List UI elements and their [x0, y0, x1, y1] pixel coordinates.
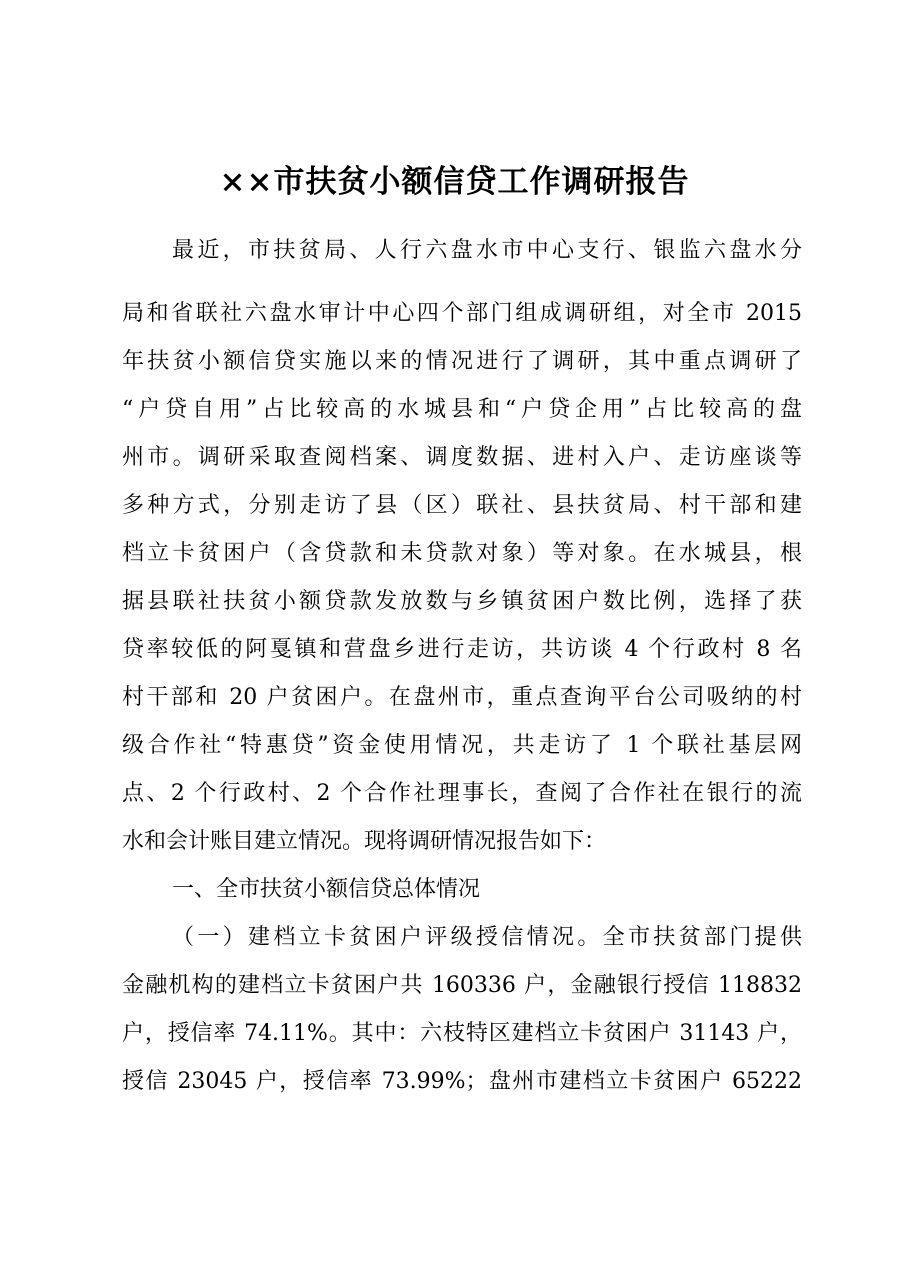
paragraph-line: 据县联社扶贫小额贷款发放数与乡镇贫困户数比例，选择了获 [122, 589, 802, 614]
paragraph-line: 州市。调研采取查阅档案、调度数据、进村入户、走访座谈等 [122, 445, 802, 470]
paragraph-line: 户，授信率 74.11%。其中：六枝特区建档立卡贫困户 31143 户， [122, 1021, 802, 1046]
paragraph-line: 档立卡贫困户（含贷款和未贷款对象）等对象。在水城县，根 [122, 541, 802, 566]
paragraph-line: 点、2 个行政村、2 个合作社理事长，查阅了合作社在银行的流 [122, 781, 802, 806]
paragraph-line: 村干部和 20 户贫困户。在盘州市，重点查询平台公司吸纳的村 [122, 685, 802, 710]
paragraph-line: 多种方式，分别走访了县（区）联社、县扶贫局、村干部和建 [122, 493, 802, 518]
section-heading: 一、全市扶贫小额信贷总体情况 [172, 877, 481, 902]
paragraph-line: 水和会计账目建立情况。现将调研情况报告如下： [122, 829, 607, 854]
paragraph-line: 局和省联社六盘水审计中心四个部门组成调研组，对全市 2015 [122, 301, 802, 326]
paragraph-line: 年扶贫小额信贷实施以来的情况进行了调研，其中重点调研了 [122, 349, 802, 374]
paragraph-line: （一）建档立卡贫困户评级授信情况。全市扶贫部门提供 [172, 925, 802, 950]
paragraph-line: 金融机构的建档立卡贫困户共 160336 户，金融银行授信 118832 [122, 973, 802, 998]
paragraph-line: 最近，市扶贫局、人行六盘水市中心支行、银监六盘水分 [172, 238, 802, 263]
paragraph-line: 授信 23045 户，授信率 73.99%；盘州市建档立卡贫困户 65222 [122, 1069, 802, 1094]
paragraph-line: 级合作社“特惠贷”资金使用情况，共走访了 1 个联社基层网 [122, 733, 802, 758]
document-title: ××市扶贫小额信贷工作调研报告 [219, 164, 690, 200]
paragraph-line: 贷率较低的阿戛镇和营盘乡进行走访，共访谈 4 个行政村 8 名 [122, 637, 802, 662]
paragraph-line: “户贷自用”占比较高的水城县和“户贷企用”占比较高的盘 [122, 397, 802, 422]
